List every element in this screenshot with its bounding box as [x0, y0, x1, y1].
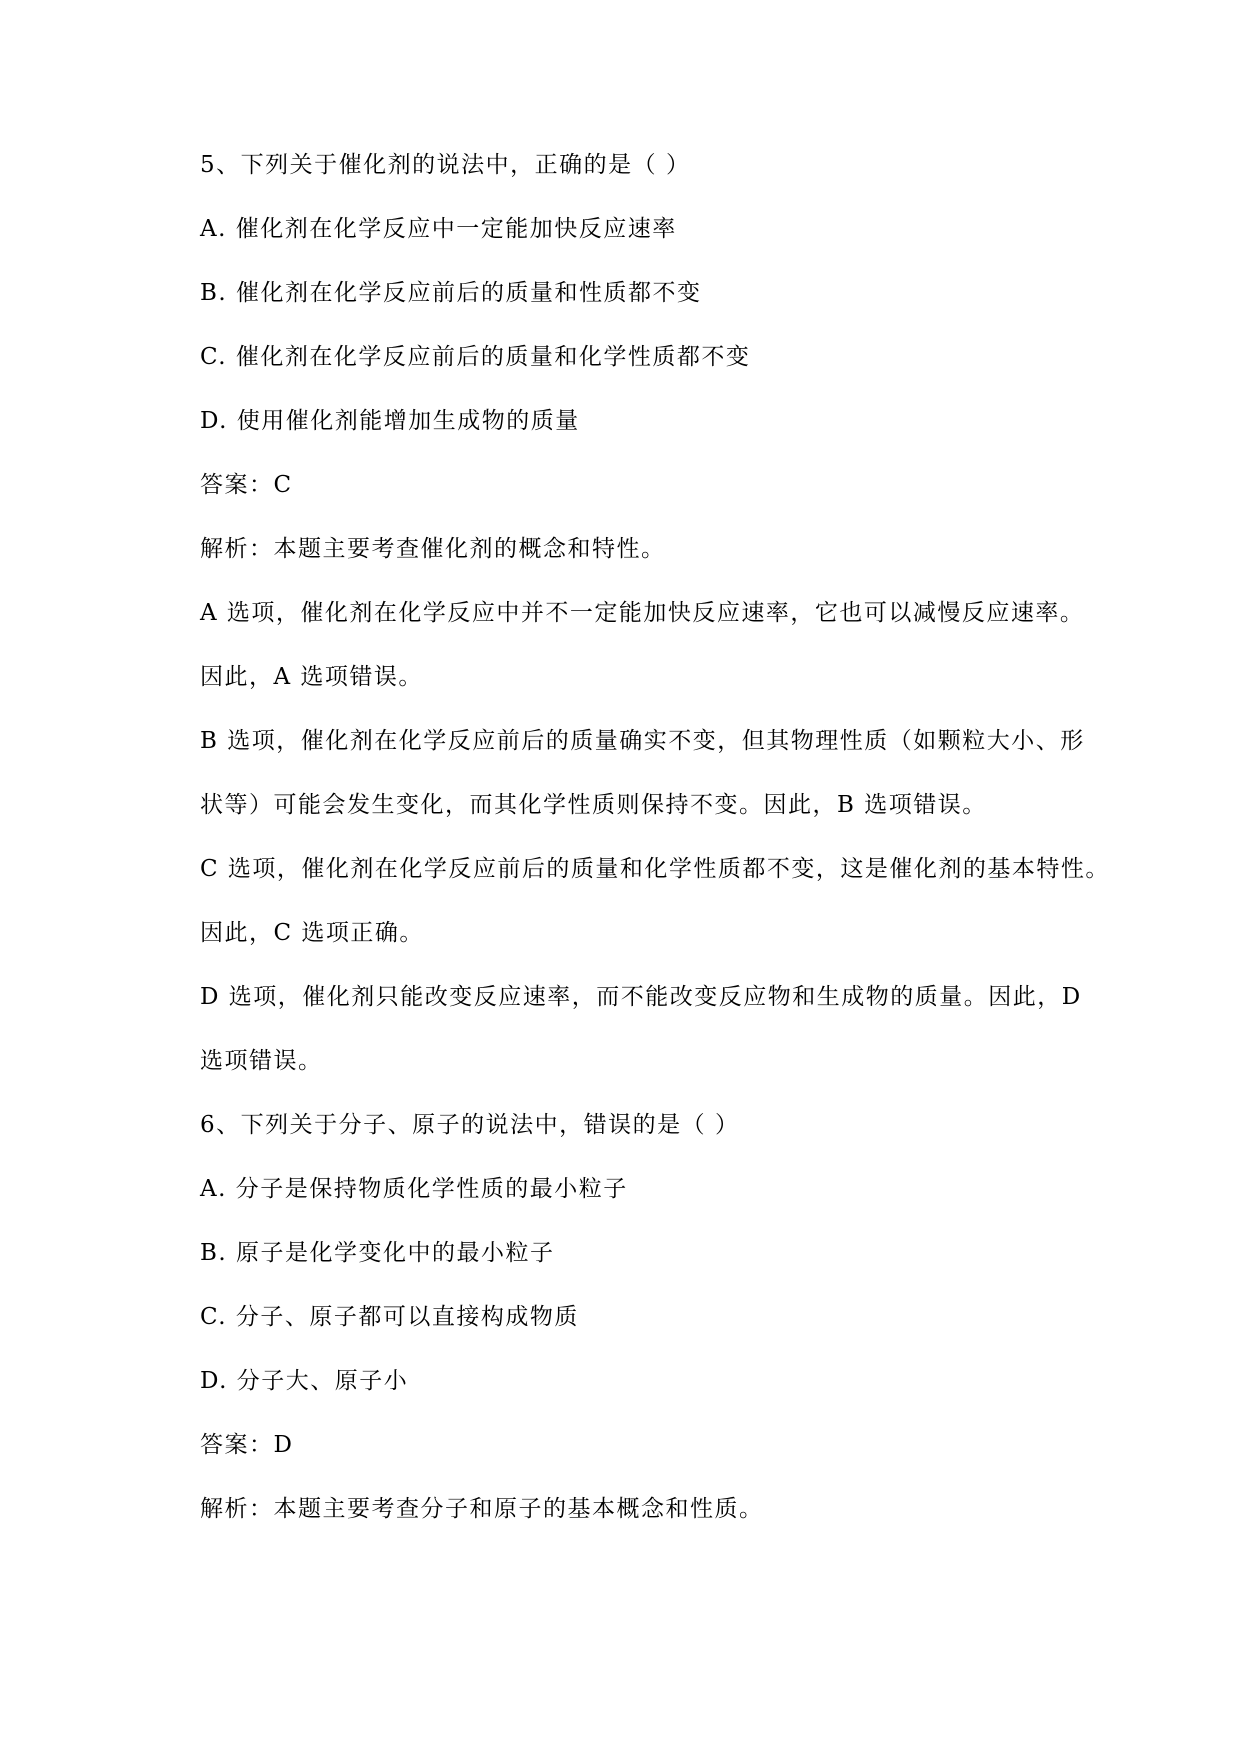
question-5-analysis-line: 选项错误。 [200, 1048, 323, 1074]
question-5-option-c: C. 催化剂在化学反应前后的质量和化学性质都不变 [200, 344, 751, 370]
question-5-analysis-line: 状等）可能会发生变化，而其化学性质则保持不变。因此，B 选项错误。 [200, 792, 987, 818]
question-5-answer: 答案：C [200, 472, 293, 498]
question-6-stem: 6、下列关于分子、原子的说法中，错误的是（ ） [200, 1112, 740, 1138]
question-5-analysis-line: 因此，C 选项正确。 [200, 920, 424, 946]
question-5-analysis-line: C 选项，催化剂在化学反应前后的质量和化学性质都不变，这是催化剂的基本特性。 [200, 856, 1110, 882]
question-5-option-a: A. 催化剂在化学反应中一定能加快反应速率 [200, 216, 677, 242]
question-6-option-d: D. 分子大、原子小 [200, 1368, 409, 1394]
question-6-analysis-line: 解析：本题主要考查分子和原子的基本概念和性质。 [200, 1496, 764, 1522]
question-6-answer: 答案：D [200, 1432, 294, 1458]
question-6-option-c: C. 分子、原子都可以直接构成物质 [200, 1304, 579, 1330]
question-5-option-b: B. 催化剂在化学反应前后的质量和性质都不变 [200, 280, 702, 306]
question-5-option-d: D. 使用催化剂能增加生成物的质量 [200, 408, 580, 434]
question-6-option-a: A. 分子是保持物质化学性质的最小粒子 [200, 1176, 628, 1202]
question-5-analysis-line: 解析：本题主要考查催化剂的概念和特性。 [200, 536, 666, 562]
question-5-stem: 5、下列关于催化剂的说法中，正确的是（ ） [200, 152, 691, 178]
question-5-analysis-line: 因此，A 选项错误。 [200, 664, 423, 690]
question-5-analysis-line: A 选项，催化剂在化学反应中并不一定能加快反应速率，它也可以减慢反应速率。 [200, 600, 1085, 626]
question-6-option-b: B. 原子是化学变化中的最小粒子 [200, 1240, 555, 1266]
question-5-analysis-line: B 选项，催化剂在化学反应前后的质量确实不变，但其物理性质（如颗粒大小、形 [200, 728, 1085, 754]
question-5-analysis-line: D 选项，催化剂只能改变反应速率，而不能改变反应物和生成物的质量。因此，D [200, 984, 1082, 1010]
